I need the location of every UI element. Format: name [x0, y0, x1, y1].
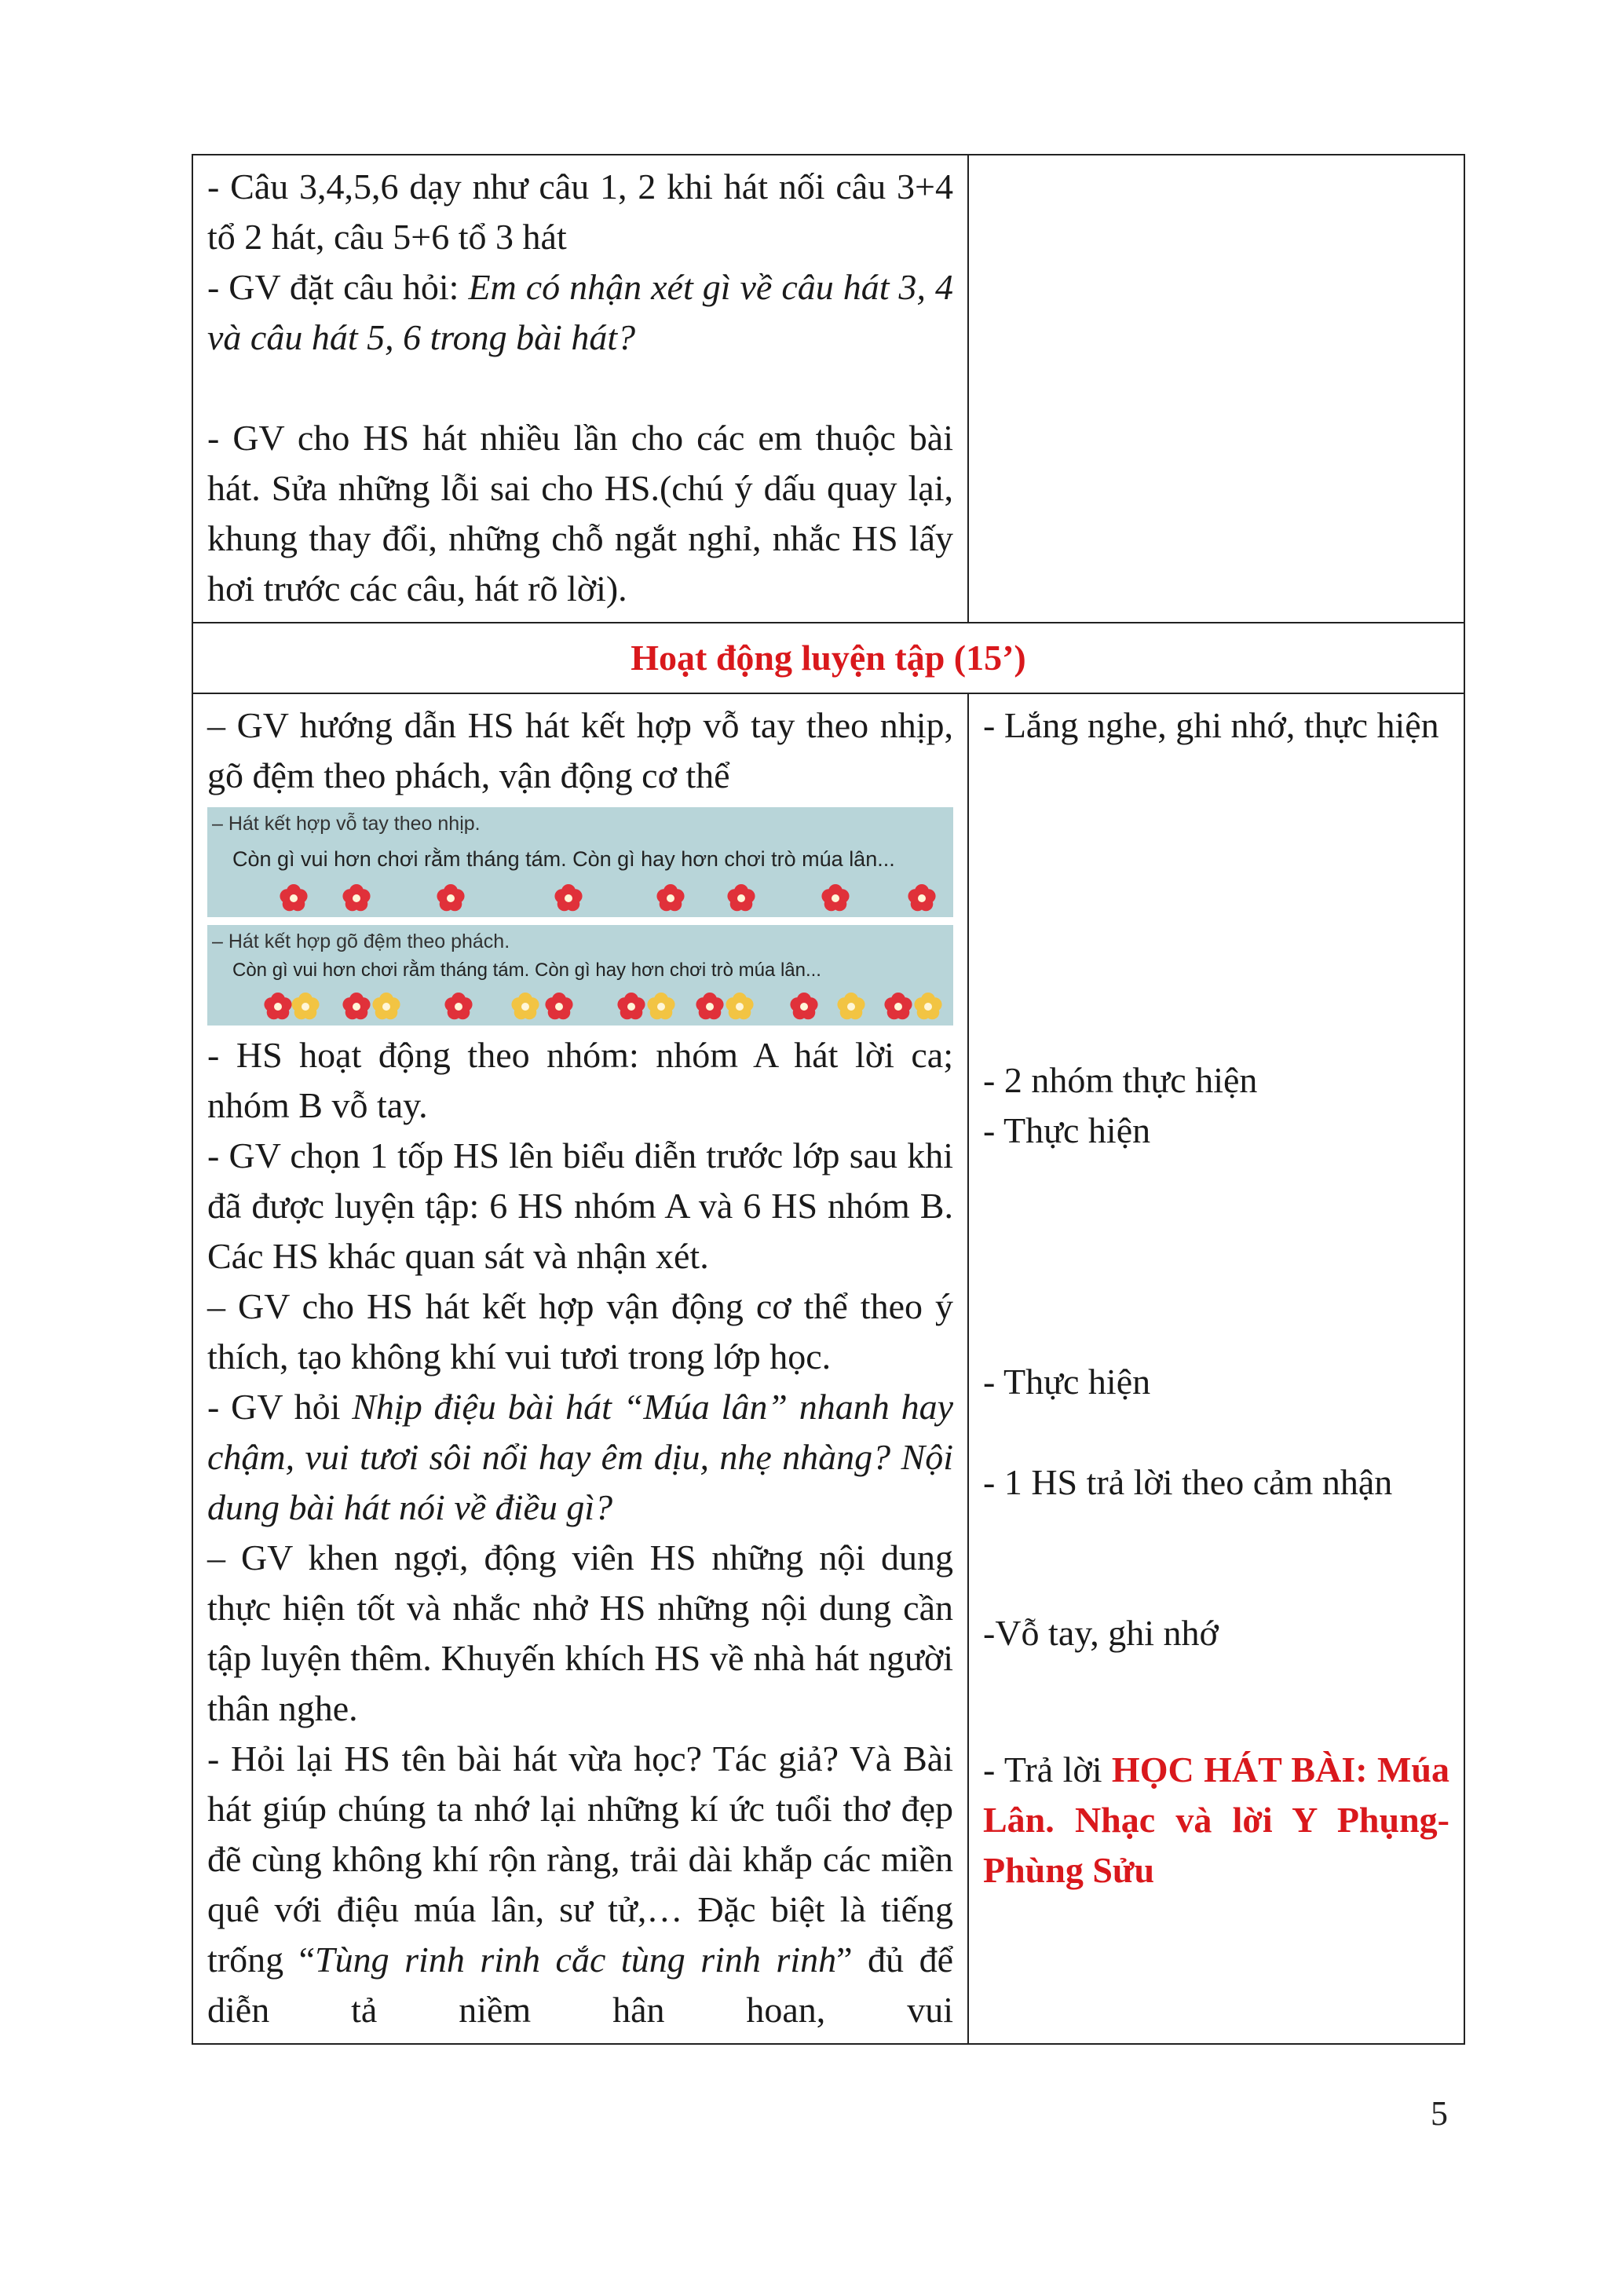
flower-icon [696, 993, 723, 1019]
flower-icon [342, 993, 370, 1019]
paragraph: – GV cho HS hát kết hợp vận động cơ thể theo ý thích, tạo không khí vui tươi trong lớp học. [207, 1286, 953, 1377]
flower-icon [264, 993, 291, 1019]
paragraph: - Thực hiện [983, 1110, 1151, 1150]
flower-icon [647, 993, 674, 1019]
flower-icon [444, 993, 472, 1019]
flower-icon [437, 884, 464, 911]
lesson-table [192, 154, 1465, 2045]
paragraph: - 1 HS trả lời theo cảm nhận [983, 1462, 1393, 1502]
flower-icon [884, 993, 912, 1019]
strip-lyric: Còn gì vui hơn chơi rằm tháng tám. Còn gì hay hơn chơi trò múa lân... [232, 960, 821, 981]
paragraph [983, 1745, 1449, 1896]
flower-icon [280, 884, 307, 911]
flower-icon [617, 993, 645, 1019]
paragraph [207, 1734, 953, 2035]
flower-icon [656, 884, 684, 911]
flower-icon [821, 884, 849, 911]
italic-question: Nhịp điệu bài hát “Múa lân” nhanh hay chậm, vui tươi sôi nổi hay êm dịu, nhẹ nhàng? Nội dung bài hát nói về điều gì? [207, 1387, 953, 1527]
text-run: - Hỏi lại HS tên bài hát vừa học? Tác giả? Và Bài hát giúp chúng ta nhớ lại những kí ức tuổi thơ đẹp đẽ cùng không khí rộn ràng, trải dài khắp các miền quê với điệu múa lân, sư tử,… Đặc biệt là tiếng trống “ [207, 1738, 953, 1980]
text-run: ” đủ để diễn tả niềm hân hoan, vui [207, 1940, 953, 2030]
flower-icon [554, 884, 582, 911]
paragraph: - GV cho HS hát nhiều lần cho các em thuộc bài hát. Sửa những lỗi sai cho HS.(chú ý dấu quay lại, khung thay đổi, những chỗ ngắt nghỉ, nhắc HS lấy hơi trước các câu, hát rõ lời). [207, 418, 953, 609]
table-row [192, 623, 1464, 693]
page-number: 5 [1431, 2094, 1448, 2133]
text-run: - GV hỏi [207, 1387, 353, 1427]
table-row [192, 155, 1464, 623]
flower-icon [511, 993, 539, 1019]
flower-marks [207, 991, 953, 1022]
teacher-activity-cell [192, 693, 968, 2044]
song-title-answer: HỌC HÁT BÀI: Múa Lân. Nhạc và lời Y Phụng- Phùng Sửu [983, 1749, 1449, 1890]
text-run: - Trả lời [983, 1749, 1112, 1790]
student-activity-cell [968, 693, 1464, 2044]
table-row [192, 693, 1464, 2044]
teacher-activity-cell [192, 155, 968, 623]
student-activity-cell [968, 155, 1464, 623]
strip-lyric: Còn gì vui hơn chơi rằm tháng tám. Còn gì hay hơn chơi trò múa lân... [232, 847, 895, 871]
flower-marks [207, 883, 953, 914]
flower-icon [342, 884, 370, 911]
beat-strip [207, 925, 953, 1026]
paragraph [207, 1382, 953, 1533]
italic-question: Em có nhận xét gì về câu hát 3, 4 và câu hát 5, 6 trong bài hát? [207, 267, 953, 357]
paragraph: -Vỗ tay, ghi nhớ [983, 1613, 1219, 1653]
text-run: - GV đặt câu hỏi: [207, 267, 469, 307]
flower-icon [372, 993, 400, 1019]
paragraph [207, 262, 953, 363]
strip-label: – Hát kết hợp gõ đệm theo phách. [212, 930, 510, 952]
flower-icon [291, 993, 319, 1019]
section-heading: Hoạt động luyện tập (15’) [192, 623, 1464, 693]
flower-icon [545, 993, 572, 1019]
paragraph: - Câu 3,4,5,6 dạy như câu 1, 2 khi hát nối câu 3+4 tổ 2 hát, câu 5+6 tổ 3 hát [207, 166, 953, 257]
flower-icon [908, 884, 935, 911]
paragraph: – GV khen ngợi, động viên HS những nội dung thực hiện tốt và nhắc nhở HS những nội dung cần tập luyện thêm. Khuyến khích HS về nhà hát người thân nghe. [207, 1537, 953, 1728]
clap-rhythm-strip [207, 807, 953, 917]
paragraph: - Thực hiện [983, 1362, 1151, 1402]
music-exercise-image [207, 807, 953, 1026]
flower-icon [837, 993, 865, 1019]
flower-icon [726, 993, 753, 1019]
paragraph: - 2 nhóm thực hiện [983, 1060, 1258, 1100]
paragraph: - Lắng nghe, ghi nhớ, thực hiện [983, 705, 1439, 745]
italic-text: Tùng rinh rinh cắc tùng rinh rinh [315, 1940, 837, 1980]
paragraph: - HS hoạt động theo nhóm: nhóm A hát lời ca; nhóm B vỗ tay. [207, 1035, 953, 1125]
paragraph: - GV chọn 1 tốp HS lên biểu diễn trước lớp sau khi đã được luyện tập: 6 HS nhóm A và 6 HS nhóm B. Các HS khác quan sát và nhận xét. [207, 1135, 953, 1276]
strip-label: – Hát kết hợp vỗ tay theo nhịp. [212, 813, 481, 835]
flower-icon [790, 993, 817, 1019]
paragraph: – GV hướng dẫn HS hát kết hợp vỗ tay theo nhịp, gõ đệm theo phách, vận động cơ thể [207, 705, 953, 795]
flower-icon [914, 993, 941, 1019]
flower-icon [727, 884, 755, 911]
